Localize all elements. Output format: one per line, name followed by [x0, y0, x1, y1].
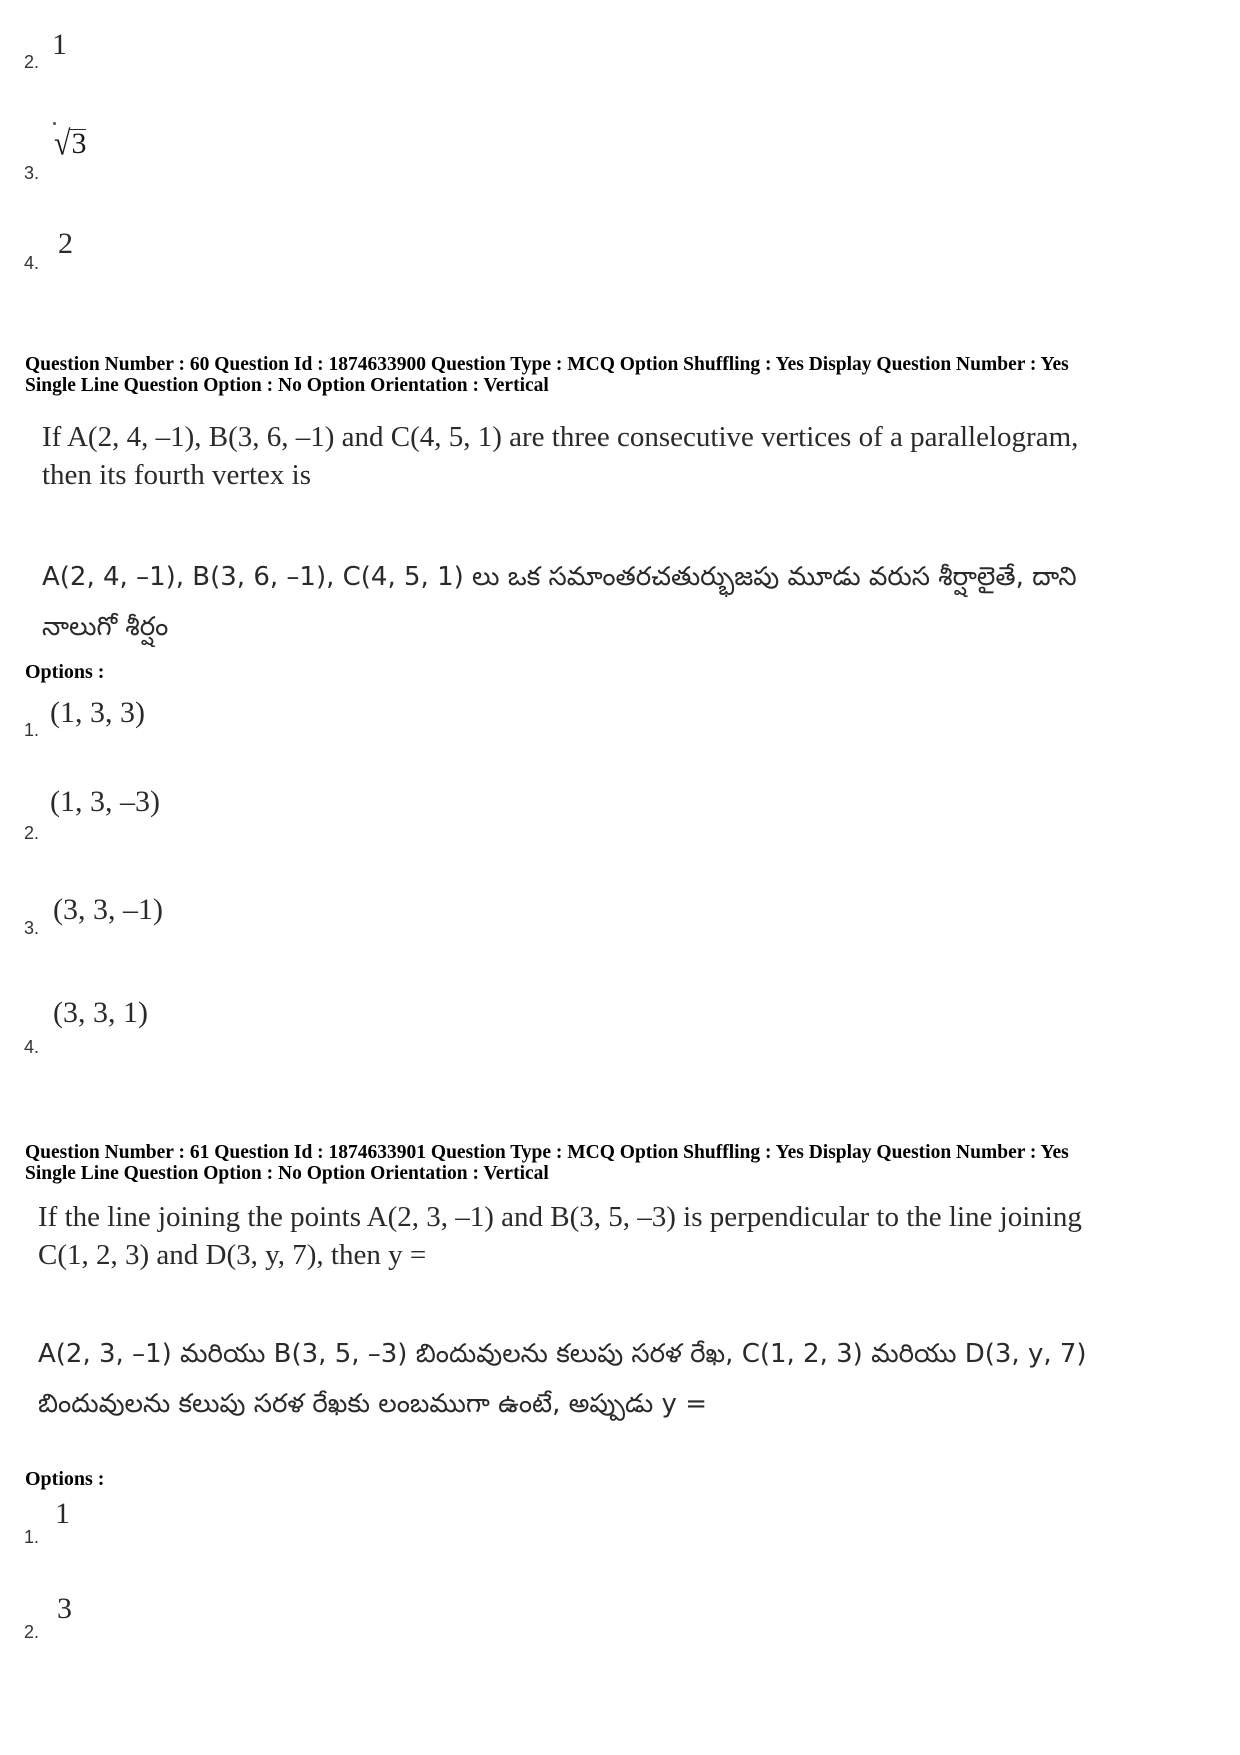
question-meta-line1: Question Number : 60 Question Id : 1874633900 Question Type : MCQ Option Shuffling : Yes Display Question Number : Yes	[25, 354, 1069, 375]
option-value: 2	[58, 227, 73, 260]
option-number: 4.	[24, 1037, 40, 1057]
option-value: 1	[55, 1497, 70, 1530]
question-text-telugu-line2: నాలుగో శీర్షం	[42, 612, 169, 642]
question-text-english-line2: then its fourth vertex is	[42, 459, 312, 491]
option-number: 3.	[24, 918, 40, 938]
sqrt-expression	[54, 124, 87, 163]
options-label: Options :	[25, 661, 105, 683]
option-number: 1.	[24, 1527, 40, 1547]
option-number: 2.	[24, 1622, 40, 1642]
option-value: (1, 3, –3)	[50, 785, 160, 818]
option-number: 2.	[24, 823, 40, 843]
question-text-telugu-line1: A(2, 4, –1), B(3, 6, –1), C(4, 5, 1) లు ఒక సమాంతరచతుర్భుజపు మూడు వరుస శీర్షాలైతే, దాని	[42, 562, 1077, 592]
question-meta-line2: Single Line Question Option : No Option Orientation : Vertical	[25, 1163, 549, 1184]
option-number: 2.	[24, 52, 40, 72]
question-meta-line2: Single Line Question Option : No Option Orientation : Vertical	[25, 375, 549, 396]
radical-sign: √	[54, 124, 71, 163]
question-text-telugu-line1: A(2, 3, –1) మరియు B(3, 5, –3) బిందువులను కలుపు సరళ రేఖ, C(1, 2, 3) మరియు D(3, y, 7)	[38, 1339, 1087, 1369]
option-value: (1, 3, 3)	[50, 696, 145, 729]
question-meta-line1: Question Number : 61 Question Id : 1874633901 Question Type : MCQ Option Shuffling : Yes Display Question Number : Yes	[25, 1142, 1069, 1163]
option-number: 3.	[24, 163, 40, 183]
question-text-telugu-line2: బిందువులను కలుపు సరళ రేఖకు లంబముగా ఉంటే, అప్పుడు y =	[38, 1389, 707, 1419]
question-text-english-line1: If A(2, 4, –1), B(3, 6, –1) and C(4, 5, 1) are three consecutive vertices of a parallelogram,	[42, 421, 1079, 453]
question-text-english-line1: If the line joining the points A(2, 3, –1) and B(3, 5, –3) is perpendicular to the line joining	[38, 1201, 1082, 1233]
option-number: 4.	[24, 253, 40, 273]
option-value: 3	[71, 127, 87, 160]
option-number: 1.	[24, 720, 40, 740]
option-value: (3, 3, –1)	[53, 893, 163, 926]
option-value: 3	[57, 1592, 72, 1625]
options-label: Options :	[25, 1468, 105, 1490]
question-text-english-line2: C(1, 2, 3) and D(3, y, 7), then y =	[38, 1239, 427, 1271]
prev-options	[0, 0, 1240, 273]
option-value: (3, 3, 1)	[53, 996, 148, 1029]
option-value: 1	[52, 28, 67, 61]
